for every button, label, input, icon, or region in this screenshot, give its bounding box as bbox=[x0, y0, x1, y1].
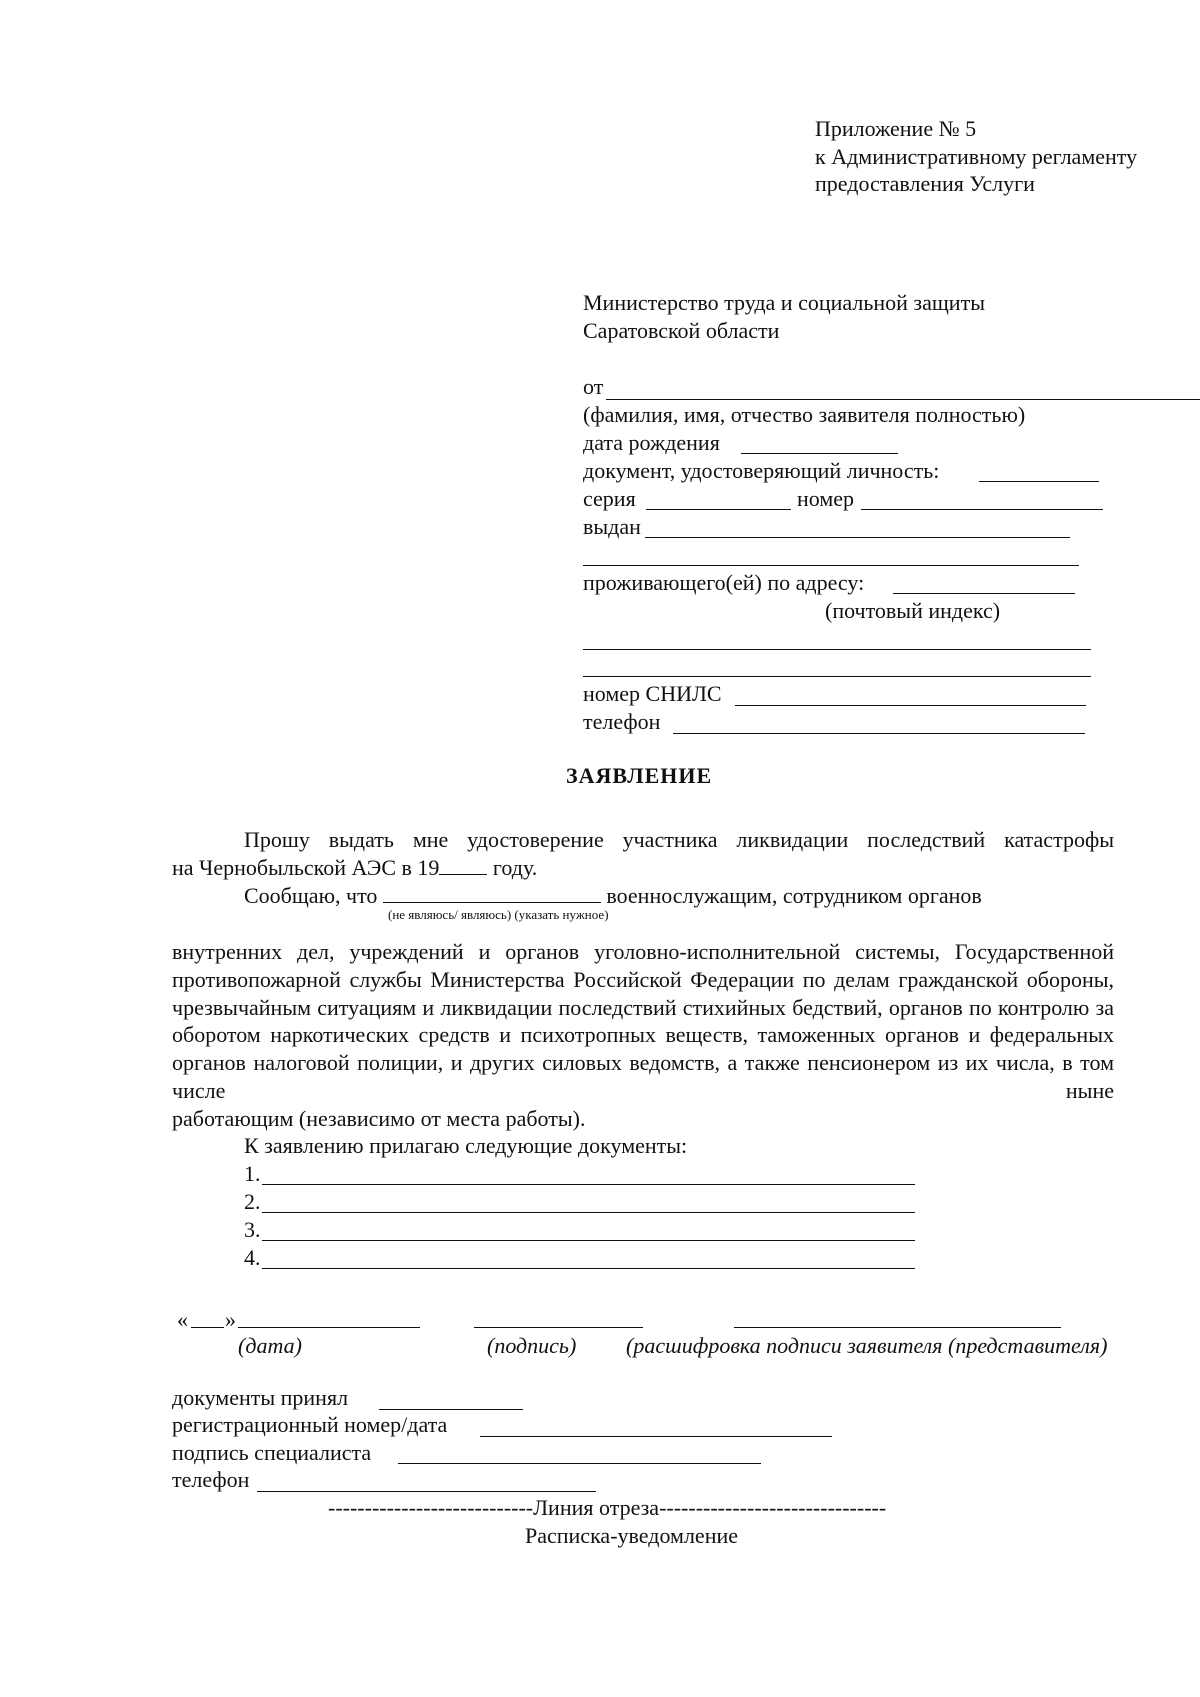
postal-index-hint: (почтовый индекс) bbox=[825, 598, 1001, 623]
attachment-item-4 bbox=[244, 1244, 261, 1272]
address-field-line-3[interactable] bbox=[583, 676, 1091, 677]
cut-line: ----------------------------Линия отреза------------------------------- bbox=[328, 1495, 887, 1520]
issued-field-continued[interactable] bbox=[583, 565, 1079, 566]
status-line bbox=[244, 882, 982, 910]
accepted-by-label: документы принял bbox=[172, 1385, 349, 1410]
year-field[interactable] bbox=[439, 854, 487, 875]
identity-doc-label: документ, удостоверяющий личность: bbox=[583, 458, 940, 483]
registration-field[interactable] bbox=[480, 1436, 832, 1437]
status-paragraph bbox=[172, 938, 1114, 1133]
status-line-start: Сообщаю, что bbox=[244, 883, 378, 908]
date-caption: (дата) bbox=[238, 1333, 302, 1358]
request-paragraph bbox=[172, 826, 1114, 854]
appendix-line-1: Приложение № 5 bbox=[815, 116, 977, 141]
attachment-field-3[interactable] bbox=[262, 1240, 915, 1241]
birth-date-label: дата рождения bbox=[583, 430, 720, 455]
registration-label: регистрационный номер/дата bbox=[172, 1412, 448, 1437]
phone-field[interactable] bbox=[673, 733, 1085, 734]
specialist-signature-label: подпись специалиста bbox=[172, 1440, 372, 1465]
accepted-by-field[interactable] bbox=[379, 1409, 523, 1410]
request-line-1: Прошу выдать мне удостоверение участника ликвидации последствий катастрофы bbox=[244, 827, 1114, 852]
birth-date-field[interactable] bbox=[741, 453, 898, 454]
request-line-2 bbox=[172, 854, 537, 882]
issued-label: выдан bbox=[583, 514, 641, 539]
from-label: от bbox=[583, 374, 604, 399]
number-label: номер bbox=[797, 486, 855, 511]
office-phone-field[interactable] bbox=[257, 1491, 596, 1492]
issued-field[interactable] bbox=[645, 537, 1070, 538]
request-line-2-text: на Чернобыльской АЭС в 19 bbox=[172, 855, 440, 880]
attachment-field-1[interactable] bbox=[262, 1184, 915, 1185]
snils-label: номер СНИЛС bbox=[583, 681, 722, 706]
attachment-item-3 bbox=[244, 1216, 261, 1244]
attachment-number-3: 3. bbox=[244, 1217, 261, 1242]
status-line-end: военнослужащим, сотрудником органов bbox=[606, 883, 982, 908]
status-field[interactable] bbox=[383, 882, 601, 903]
phone-label: телефон bbox=[583, 709, 661, 734]
fio-hint: (фамилия, имя, отчество заявителя полностью) bbox=[583, 402, 1026, 427]
signature-caption: (подпись) bbox=[487, 1333, 577, 1358]
identity-doc-field[interactable] bbox=[979, 481, 1099, 482]
office-phone-label: телефон bbox=[172, 1467, 250, 1492]
address-label: проживающего(ей) по адресу: bbox=[583, 570, 865, 595]
attachment-number-2: 2. bbox=[244, 1189, 261, 1214]
address-field[interactable] bbox=[893, 593, 1075, 594]
status-paragraph-last: работающим (независимо от места работы). bbox=[172, 1105, 586, 1131]
status-hint: (не являюсь/ являюсь) (указать нужное) bbox=[388, 907, 609, 922]
attachments-label: К заявлению прилагаю следующие документы: bbox=[244, 1133, 688, 1158]
signature-field[interactable] bbox=[474, 1327, 643, 1328]
attachment-number-4: 4. bbox=[244, 1245, 261, 1270]
statement-title: ЗАЯВЛЕНИЕ bbox=[566, 763, 713, 788]
address-field-line-2[interactable] bbox=[583, 649, 1091, 650]
attachment-item-1 bbox=[244, 1160, 261, 1188]
signature-decode-field[interactable] bbox=[734, 1327, 1061, 1328]
attachment-item-2 bbox=[244, 1188, 261, 1216]
series-label: серия bbox=[583, 486, 636, 511]
series-field[interactable] bbox=[646, 509, 791, 510]
appendix-line-3: предоставления Услуги bbox=[815, 171, 1035, 196]
date-day-field[interactable] bbox=[191, 1327, 224, 1328]
attachment-field-4[interactable] bbox=[262, 1268, 915, 1269]
appendix-line-2: к Административному регламенту bbox=[815, 144, 1138, 169]
receipt-title: Расписка-уведомление bbox=[525, 1523, 739, 1548]
addressee-line-2: Саратовской области bbox=[583, 318, 780, 343]
status-paragraph-body: внутренних дел, учреждений и органов уголовно-исполнительной системы, Государственной противопожарной службы Министерства Российской Федерации по делам гражданской обороны, чрезвычайным ситуациям и ликвидации последствий стихийных бедствий, органов по контролю за оборотом наркотических средств и психотропных веществ, таможенных органов и федеральных органов налоговой полиции, и других силовых ведомств, а также пенсионером из их числа, в том числе ныне bbox=[172, 939, 1114, 1103]
attachment-number-1: 1. bbox=[244, 1161, 261, 1186]
date-quote-close: » bbox=[225, 1307, 236, 1332]
snils-field[interactable] bbox=[735, 705, 1086, 706]
signature-decode-caption: (расшифровка подписи заявителя (представителя) bbox=[626, 1333, 1108, 1358]
from-field[interactable] bbox=[606, 399, 1200, 400]
request-line-2-end: году. bbox=[492, 855, 538, 880]
specialist-signature-field[interactable] bbox=[398, 1463, 761, 1464]
number-field[interactable] bbox=[861, 509, 1103, 510]
addressee-line-1: Министерство труда и социальной защиты bbox=[583, 290, 985, 315]
date-quote-open: « bbox=[177, 1307, 188, 1332]
attachment-field-2[interactable] bbox=[262, 1212, 915, 1213]
date-month-year-field[interactable] bbox=[238, 1327, 420, 1328]
